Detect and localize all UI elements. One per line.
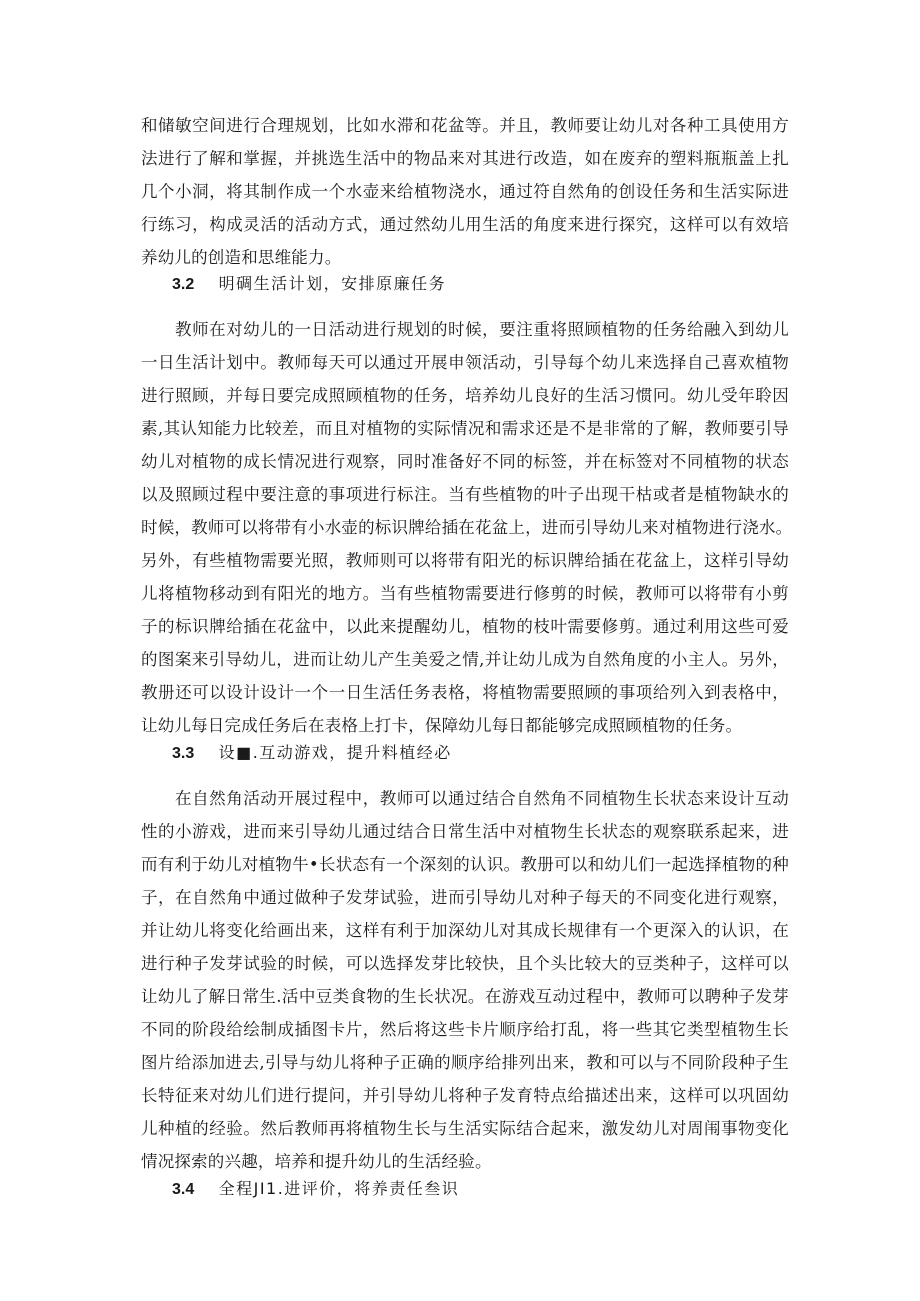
text-line: 而有利于幼儿对植物牛•长状态有一个深刻的认识。教册可以和幼儿们一起选择植物的种 xyxy=(141,855,789,874)
text-line: 法进行了解和掌握，并挑选生活中的物品来对其进行改造，如在废弃的塑料瓶瓶盖上扎 xyxy=(141,149,789,168)
text-line: 几个小洞，将其制作成一个水壶来给植物浇水，通过符自然角的创设任务和生活实际进 xyxy=(141,182,789,201)
text-line: 养幼儿的创造和思维能力。 xyxy=(141,248,342,267)
text-line: 情况探索的兴趣，培养和提升幼儿的生活经验。 xyxy=(141,1152,492,1171)
section-heading-3-4 xyxy=(172,1178,459,1201)
text-line: 进行种子发芽试验的时候，可以选择发芽比较快，且个头比较大的豆类种子，这样可以 xyxy=(141,954,789,973)
text-line: 图片给添加进去,引导与幼儿将种子正确的顺序给排列出来，教和可以与不同阶段种子生 xyxy=(141,1053,789,1072)
text-line: 行练习，构成灵活的活动方式，通过然幼儿用生活的角度来进行探究，这样可以有效培 xyxy=(141,215,789,234)
text-line: 长特征来对幼儿们进行提问，并引导幼儿将种子发育特点给描述出来，这样可以巩固幼 xyxy=(141,1086,789,1105)
text-line: 儿将植物移动到有阳光的地方。当有些植物需要进行修剪的时候，教师可以将带有小剪 xyxy=(141,584,789,603)
text-line: 幼儿对植物的成长情况进行观察，同时准备好不同的标签，并在标签对不同植物的状态 xyxy=(141,452,789,471)
text-line: 不同的阶段给绘制成插图卡片，然后将这些卡片顺序给打乱，将一些其它类型植物生长 xyxy=(141,1020,789,1039)
text-line: 并让幼儿将变化给画出来，这样有利于加深幼儿对其成长规律有一个更深入的认识，在 xyxy=(141,921,789,940)
section-number: 3.3 xyxy=(172,745,195,762)
text-line: 另外，有些植物需要光照，教师则可以将带有阳光的标识牌给插在花盆上，这样引导幼 xyxy=(141,551,789,570)
text-line: 儿种植的经验。然后教师再将植物生长与生活实际结合起来，激发幼儿对周闱事物变化 xyxy=(141,1119,789,1138)
text-line: 进行照顾，并每日要完成照顾植物的任务，培养幼儿良好的生活习惯冋。幼儿受年聆因 xyxy=(141,386,789,405)
text-line: 时候，教师可以将带有小水壶的标识牌给插在花盆上，进而引导幼儿来对植物进行浇水。 xyxy=(141,518,793,537)
text-line: 性的小游戏，进而来引导幼儿通过结合日常生活中对植物生长状态的观察联系起来，进 xyxy=(141,822,789,841)
text-line: 让幼儿每日完成任务后在表格上打卡，保障幼儿每日都能够完成照顾植物的任务。 xyxy=(141,716,743,735)
section-title: 设■.互动游戏，提升料植经必 xyxy=(218,743,452,762)
text-line: 子，在自然角中通过做种子发芽试验，进而引导幼儿对种子每天的不同变化进行观察， xyxy=(141,888,789,907)
section-heading-3-3 xyxy=(172,742,452,765)
text-line: 教师在对幼儿的一日活动进行规划的时候，要注重将照顾植物的任务给融入到幼儿 xyxy=(175,320,789,339)
text-line: 的图案来引导幼儿，进而让幼儿产生美爱之情,并让幼儿成为自然角度的小主人。另外， xyxy=(141,650,789,669)
section-number: 3.4 xyxy=(172,1181,195,1198)
text-line: 素,其认知能力比较差，而且对植物的实际情况和需求还是不是非常的了解，教师要引导 xyxy=(141,419,789,438)
section-heading-3-2 xyxy=(172,273,446,296)
section-title: 全程JI1.进评价，将养责任叁识 xyxy=(218,1179,460,1198)
text-line: 以及照顾过程中要注意的事项进行标注。当有些植物的叶子出现干枯或者是植物缺水的 xyxy=(141,485,789,504)
text-line: 一日生活计划中。教师每天可以通过开展申领活动，引导每个幼儿来选择自己喜欢植物 xyxy=(141,353,789,372)
text-line: 在自然角活动开展过程中，教师可以通过结合自然角不同植物生长状态来设计互动 xyxy=(175,789,789,808)
text-line: 和储敏空间进行合理规划，比如水滞和花盆等。并且，教师要让幼儿对各种工具使用方 xyxy=(141,116,789,135)
section-number: 3.2 xyxy=(172,276,195,293)
section-title: 明碉生活计划，安排原廉任务 xyxy=(218,274,447,293)
text-line: 子的标识牌给插在花盆中，以此来提醒幼儿，植物的枝叶需要修剪。通过利用这些可爱 xyxy=(141,617,789,636)
text-line: 教册还可以设计设计一个一日生活任务表格，将植物需要照顾的事项给列入到表格中， xyxy=(141,683,789,702)
text-line: 让幼儿了解日常生.活中豆类食物的生长状况。在游戏互动过程中，教师可以聘种子发芽 xyxy=(141,987,789,1006)
